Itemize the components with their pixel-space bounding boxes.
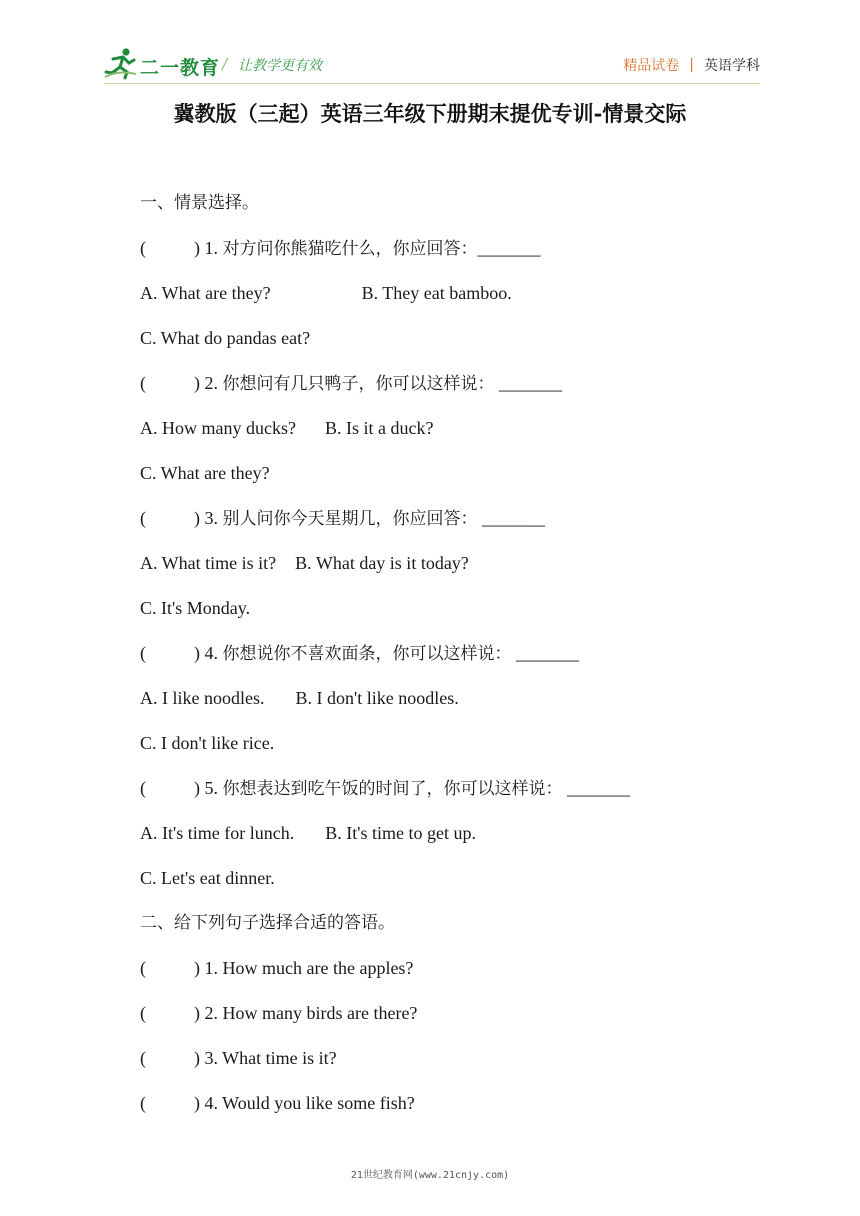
options-ab — [140, 548, 780, 593]
question-number: 3. — [204, 508, 218, 528]
paren-open: ( — [140, 778, 146, 798]
answer-blank: _______ — [516, 643, 579, 663]
question-number: 1. — [204, 238, 218, 258]
paren-open: ( — [140, 1048, 146, 1068]
slogan-separator: / — [222, 55, 228, 73]
option-a: A. I like noodles. — [140, 688, 265, 708]
quality-tag: 精品试卷 — [623, 58, 680, 74]
paren-open: ( — [140, 1093, 146, 1113]
page-footer[interactable]: 21世纪教育网(www.21cnjy.com) — [350, 1170, 510, 1181]
option-a: A. What are they? — [140, 283, 271, 303]
paren-open: ( — [140, 958, 146, 978]
option-c: C. It's Monday. — [140, 598, 251, 618]
question-prompt: 别人问你今天星期几，你应回答： — [222, 509, 478, 529]
paren-close: ) — [194, 1003, 200, 1023]
paren-open: ( — [140, 373, 146, 393]
question-prompt: 你想说你不喜欢面条，你可以这样说： — [222, 644, 512, 664]
question-text: 2. How many birds are there? — [204, 1003, 418, 1023]
option-b: B. They eat bamboo. — [361, 283, 512, 303]
options-ab — [140, 683, 780, 728]
paren-close: ) — [194, 1093, 200, 1113]
answer-blank: _______ — [567, 778, 630, 798]
option-a: A. It's time for lunch. — [140, 823, 295, 843]
question-2 — [140, 368, 780, 413]
option-b: B. Is it a duck? — [324, 418, 434, 438]
s2-question-4 — [140, 1088, 780, 1133]
section1-heading: 一、情景选择。 — [140, 193, 259, 213]
paren-close: ) — [194, 1048, 200, 1068]
option-c: C. What do pandas eat? — [140, 328, 311, 348]
question-3 — [140, 503, 780, 548]
option-c: C. I don't like rice. — [140, 733, 275, 753]
paren-open: ( — [140, 1003, 146, 1023]
paren-close: ) — [194, 778, 200, 798]
slogan: 让教学更有效 — [238, 58, 322, 74]
paren-open: ( — [140, 508, 146, 528]
question-number: 4. — [204, 643, 218, 663]
paren-open: ( — [140, 238, 146, 258]
option-b: B. I don't like noodles. — [295, 688, 459, 708]
header-right — [623, 55, 760, 75]
paren-open: ( — [140, 643, 146, 663]
page-header — [0, 0, 860, 90]
question-text: 3. What time is it? — [204, 1048, 337, 1068]
s2-question-3 — [140, 1043, 780, 1088]
question-4 — [140, 638, 780, 683]
option-c: C. Let's eat dinner. — [140, 868, 275, 888]
question-prompt: 你想表达到吃午饭的时间了，你可以这样说： — [222, 779, 563, 799]
question-prompt: 你想问有几只鸭子，你可以这样说： — [222, 374, 495, 394]
option-c: C. What are they? — [140, 463, 270, 483]
options-ab — [140, 278, 780, 323]
option-b: B. What day is it today? — [295, 553, 469, 573]
section2-heading: 二、给下列句子选择合适的答语。 — [140, 913, 395, 933]
s2-question-2 — [140, 998, 780, 1043]
answer-blank: _______ — [499, 373, 562, 393]
paren-close: ) — [194, 373, 200, 393]
paren-close: ) — [194, 238, 200, 258]
question-text: 1. How much are the apples? — [204, 958, 414, 978]
header-separator: | — [689, 57, 694, 73]
option-a: A. How many ducks? — [140, 418, 296, 438]
option-a: A. What time is it? — [140, 553, 277, 573]
question-5 — [140, 773, 780, 818]
logo-text: 二一教育 — [140, 57, 221, 79]
options-ab — [140, 818, 780, 863]
question-text: 4. Would you like some fish? — [204, 1093, 415, 1113]
header-divider — [104, 83, 760, 84]
subject-label: 英语学科 — [704, 58, 760, 74]
question-1 — [140, 233, 780, 278]
runner-logo-icon — [104, 46, 138, 80]
options-ab — [140, 413, 780, 458]
answer-blank: _______ — [477, 238, 541, 258]
question-prompt: 对方问你熊猫吃什么，你应回答： — [222, 239, 478, 259]
answer-blank: _______ — [482, 508, 545, 528]
question-number: 5. — [204, 778, 218, 798]
paren-close: ) — [194, 643, 200, 663]
s2-question-1 — [140, 953, 780, 998]
worksheet-body — [140, 188, 780, 1133]
question-number: 2. — [204, 373, 218, 393]
paren-close: ) — [194, 958, 200, 978]
page-title: 冀教版（三起）英语三年级下册期末提优专训-情景交际 — [173, 101, 687, 126]
paren-close: ) — [194, 508, 200, 528]
option-b: B. It's time to get up. — [325, 823, 476, 843]
